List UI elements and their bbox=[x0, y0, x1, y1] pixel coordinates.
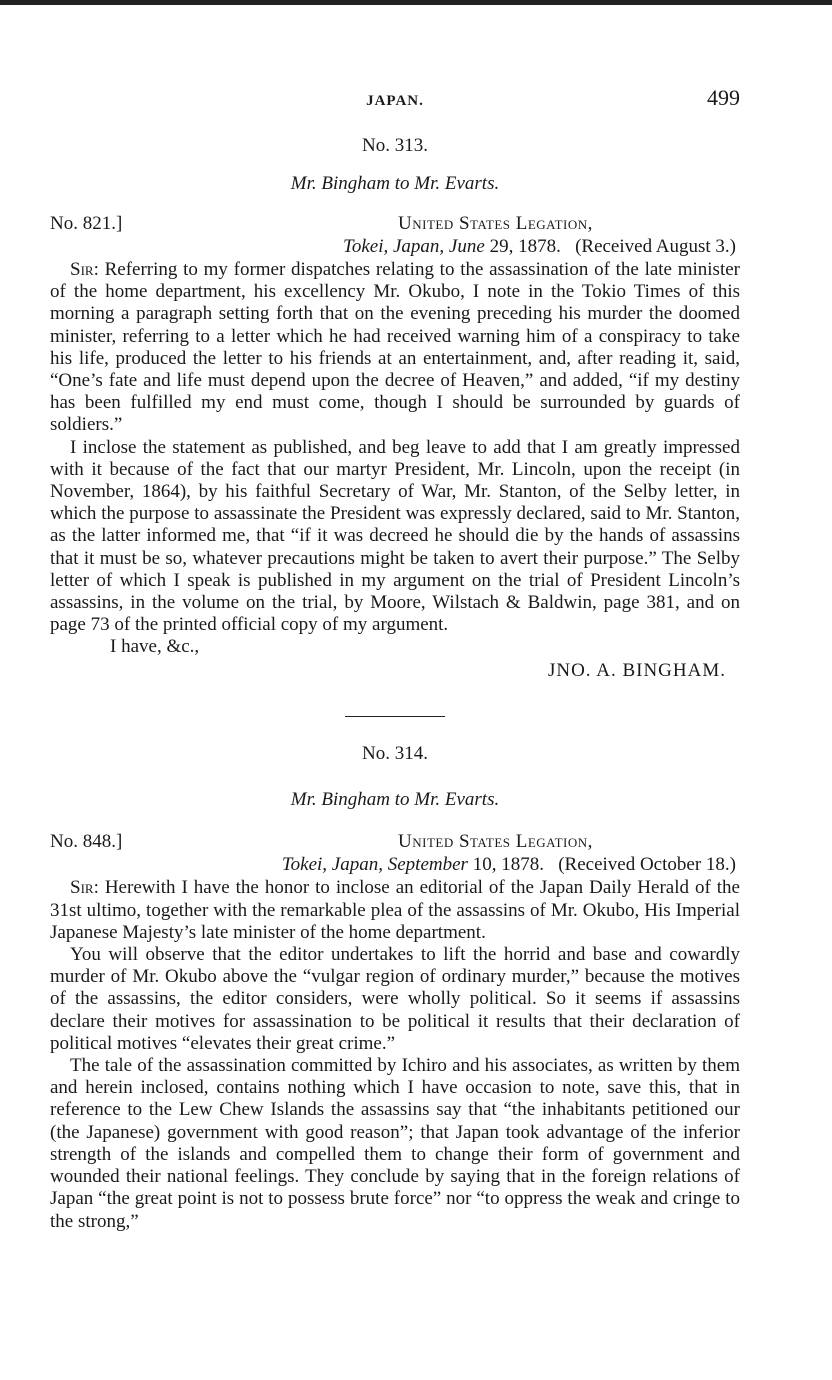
dispatch-number: No. 821.] bbox=[50, 213, 123, 234]
page-number: 499 bbox=[707, 85, 740, 110]
dispatch-line bbox=[50, 831, 740, 854]
section-divider bbox=[345, 716, 445, 717]
legation-name: United States Legation, bbox=[398, 831, 593, 853]
signature: JNO. A. BINGHAM. bbox=[547, 660, 726, 682]
dateline-date: 10, 1878. bbox=[467, 854, 544, 876]
dispatch-number: No. 848.] bbox=[50, 831, 123, 853]
document-number: No. 314. bbox=[362, 743, 428, 765]
closing: I have, &c., bbox=[110, 636, 200, 658]
body-paragraph: I inclose the statement as published, and beg leave to add that I am greatly impressed with it because of the fact that our martyr President, Mr. Lincoln, upon the receipt (in November, 1864), by his faithful Secretary of War, Mr. Stanton, of the Selby letter, in which the purpose to assassinate the President was expressly declared, said to Mr. Stanton, as the latter informed me, that “if it was decreed he should die by the hands of assassins that it must be so, whatever precautions might be taken to avert their purpose.” The Selby letter of which I speak is published in my argument on the trial of President Lincoln’s assassins, in the volume on the trial, by Moore, Wilstach & Baldwin, page 381, and on page 73 of the printed official copy of my argument. bbox=[50, 436, 740, 636]
legation-name: United States Legation, bbox=[398, 213, 593, 234]
document-number: No. 313. bbox=[362, 135, 428, 156]
document-heading: Mr. Bingham to Mr. Evarts. bbox=[290, 173, 500, 194]
received-date: (Received August 3.) bbox=[575, 236, 736, 257]
document-314 bbox=[50, 743, 740, 1232]
document-page bbox=[50, 85, 740, 1233]
salutation: Sir bbox=[70, 259, 94, 280]
dateline-place: Tokei, Japan, June bbox=[343, 236, 485, 257]
paragraph-text: : Referring to my former dispatches relating to the assassination of the late minister of the home department, his excellency Mr. Okubo, I note in the Tokio Times of this morning a paragraph setting forth that on the evening preceding his murder the doomed minister, referring to a letter which he had received warning him of a conspiracy to take his life, produced the letter to his friends at an entertainment, and, after reading it, said, “One’s fate and life must depend upon the decree of Heaven,” and added, “if my destiny has been fulfilled my end must come, though I should be surrounded by guards of soldiers.” bbox=[50, 259, 740, 436]
salutation: Sir bbox=[70, 877, 94, 899]
dateline-date: 29, 1878. bbox=[484, 236, 561, 257]
paragraph-text: : Herewith I have the honor to inclose an editorial of the Japan Daily Herald of the 31st ultimo, together with the remarkable plea of the assassins of Mr. Okubo, His Imperial Japanese Majesty’s late minister of the home department. bbox=[50, 877, 740, 943]
body-paragraph bbox=[50, 877, 740, 944]
top-border-rule bbox=[0, 0, 832, 5]
document-heading: Mr. Bingham to Mr. Evarts. bbox=[290, 789, 500, 811]
body-paragraph: You will observe that the editor undertakes to lift the horrid and base and cowardly murder of Mr. Okubo above the “vulgar region of ordinary murder,” because the motives of the assassins, the editor considers, were wholly political. So it seems if assassins declare their motives for assassination to be political it results that their declaration of political motives “elevates their great crime.” bbox=[50, 944, 740, 1054]
dispatch-line bbox=[50, 213, 740, 236]
dateline bbox=[50, 854, 740, 877]
received-date: (Received October 18.) bbox=[558, 854, 736, 876]
document-313 bbox=[50, 135, 740, 684]
running-head: JAPAN. bbox=[366, 93, 424, 109]
body-paragraph: The tale of the assassination committed by Ichiro and his associates, as written by them and herein inclosed, contains nothing which I have occasion to note, save this, that in reference to the Lew Chew Islands the assassins say that “the inhabitants petitioned our (the Japanese) government with good reason”; that Japan took advantage of the inferior strength of the islands and compelled them to change their form of government and wounded their national feelings. They conclude by saying that in the foreign relations of Japan “the great point is not to possess brute force” nor “to oppress the weak and cringe to the strong,” bbox=[50, 1055, 740, 1232]
dateline bbox=[50, 236, 740, 259]
page-header bbox=[50, 85, 740, 119]
body-paragraph bbox=[50, 259, 740, 437]
dateline-place: Tokei, Japan, September bbox=[281, 854, 468, 876]
